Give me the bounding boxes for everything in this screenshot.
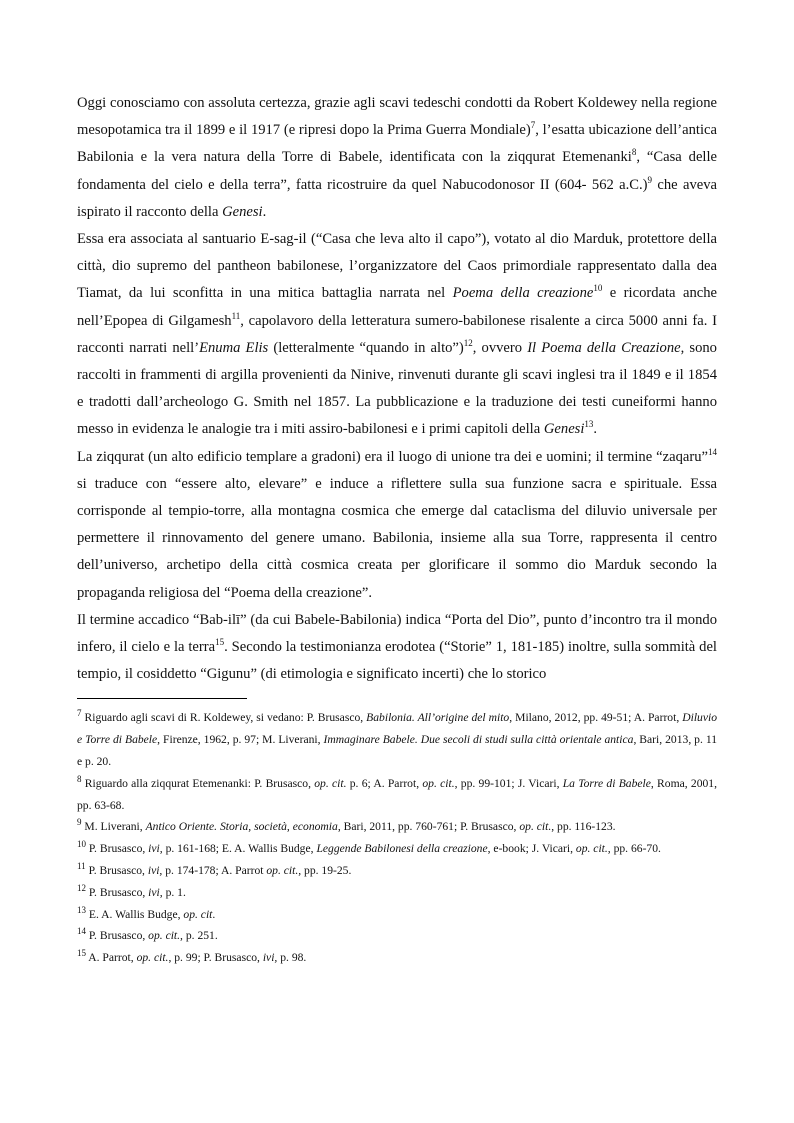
italic-title: Enuma Elis [199, 339, 269, 356]
paragraph-1 [77, 90, 717, 226]
text-run: Oggi conosciamo con assoluta certezza, grazie agli scavi tedeschi condotti da Robert Koldewey nella regione mesopotamica tra il 1899 e il 1917 (e ripresi dopo la Prima Guerra Mondiale) [77, 95, 717, 139]
text-run: p. 251. [182, 929, 218, 943]
paragraph-2 [77, 226, 717, 444]
text-run: . [262, 203, 267, 220]
text-run: che aveva ispirato il racconto della [77, 176, 718, 220]
text-run: E. A. Wallis Budge, [86, 907, 184, 921]
italic-title: op. cit., [266, 864, 302, 878]
italic-title: op. cit., [575, 842, 611, 856]
italic-title: op. cit., [148, 929, 183, 943]
footnotes [77, 707, 717, 969]
text-run: pp. 19-25. [301, 864, 352, 878]
text-run: Riguardo agli scavi di R. Koldewey, si vedano: P. Brusasco, [81, 711, 367, 725]
text-run: . Secondo la testimonianza erodotea (“Storie” 1, 181-185) inoltre, sulla sommità del tempio, il cosiddetto “Gigunu” (di etimologia e significato incerti) che lo storico [77, 639, 717, 683]
italic-title: La Torre di Babele [562, 776, 651, 790]
footnote-9 [77, 816, 717, 838]
italic-title: ivi, [262, 951, 278, 965]
italic-title: Immaginare Babele. Due secoli di studi sulla città orientale antica [323, 733, 634, 747]
footnote-number: 14 [77, 926, 86, 937]
text-run: , sono raccolti in frammenti di argilla provenienti da Ninive, rinvenuti durante gli scavi inglesi tra il 1849 e il 1854 e tradotti dall’archeologo G. Smith nel 1857. La pubblicazione e la traduzione dei testi cuneiformi hanno messo in evidenza le analogie tra i miti assiro-babilonesi e i primi capitoli della [77, 339, 717, 438]
footnote-number: 7 [77, 708, 82, 719]
footnote-number: 10 [77, 839, 86, 850]
italic-title: op. cit [183, 907, 213, 921]
text-run: , pp. 116-123. [551, 820, 616, 834]
text-run: p. 98. [277, 951, 307, 965]
footnote-13 [77, 904, 717, 926]
main-text [77, 90, 717, 688]
text-run: p. 161-168; E. A. Wallis Budge, [162, 842, 317, 856]
footnote-number: 11 [77, 861, 86, 872]
text-run: P. Brusasco, [86, 842, 149, 856]
text-run: P. Brusasco, [86, 929, 149, 943]
text-run: A. Parrot, [86, 951, 137, 965]
text-run: , pp. 99-101; J. Vicari, [454, 776, 563, 790]
text-run: pp. 66-70. [610, 842, 661, 856]
text-run: , Bari, 2013, p. 11 e p. 20. [77, 733, 718, 769]
italic-title: op. cit. [422, 776, 455, 790]
italic-title: Poema della creazione [452, 285, 594, 302]
text-run: p. 1. [162, 885, 186, 899]
footnote-14 [77, 925, 717, 947]
italic-title: Diluvio e Torre di Babele [77, 711, 717, 747]
italic-title: Genesi [222, 203, 263, 220]
text-run: Il termine accadico “Bab-ilī” (da cui Babele-Babilonia) indica “Porta del Dio”, punto d’incontro tra il mondo infero, il cielo e la terra [77, 611, 717, 656]
footnote-separator [77, 698, 247, 699]
footnote-ref: 10 [593, 283, 603, 294]
italic-title: ivi, [148, 885, 163, 899]
text-run: , Roma, 2001, pp. 63-68. [77, 776, 717, 812]
footnote-15 [77, 947, 717, 969]
text-run: P. Brusasco, [86, 885, 149, 899]
footnote-ref: 8 [631, 147, 637, 158]
text-run: , l’esatta ubicazione dell’antica Babilonia e la vera natura della Torre di Babele, identificata con la ziqqurat Etemenanki [77, 122, 717, 166]
footnote-7 [77, 707, 717, 772]
text-run: , p. 99; P. Brusasco, [168, 951, 263, 965]
italic-title: ivi, [148, 842, 163, 856]
italic-title: ivi, [147, 864, 163, 878]
text-run: , Milano, 2012, pp. 49-51; A. Parrot, [509, 711, 683, 725]
italic-title: Babilonia. All’origine del mito [366, 711, 510, 725]
text-run: p. 6; A. Parrot, [346, 776, 423, 790]
footnote-number: 9 [77, 817, 82, 828]
text-run: . [212, 907, 216, 921]
italic-title: op. cit. [519, 820, 552, 834]
text-run: si traduce con “essere alto, elevare” e induce a riflettere sulla sua funzione sacra e spirituale. Essa corrisponde al tempio-torre, alla montagna cosmica che emerge dal cataclisma del diluvio universale per permettere il rinnovamento del genere umano. Babilonia, insieme alla sua Torre, rappresenta il centro dell’universo, archetipo della città cosmica creata per glorificare il sommo dio Marduk secondo la propaganda religiosa del “Poema della creazione”. [77, 475, 717, 601]
text-run: P. Brusasco, [85, 864, 148, 878]
italic-title: Leggende Babilonesi della creazione [316, 842, 488, 856]
text-run: (letteralmente “quando in alto”) [268, 339, 464, 356]
footnote-ref: 13 [584, 419, 594, 430]
footnote-ref: 14 [708, 446, 717, 457]
footnote-ref: 7 [530, 120, 536, 131]
italic-title: op. cit. [136, 951, 169, 965]
text-run: M. Liverani, [81, 820, 146, 834]
text-run: , Firenze, 1962, p. 97; M. Liverani, [157, 733, 324, 747]
footnote-ref: 11 [231, 310, 241, 321]
text-run: , e-book; J. Vicari, [487, 842, 576, 856]
text-run: . [593, 421, 598, 438]
footnote-number: 12 [77, 882, 86, 893]
text-run: , ovvero [472, 339, 528, 356]
paragraph-3 [77, 444, 717, 607]
footnote-11 [77, 860, 717, 882]
text-run: Riguardo alla ziqqurat Etemenanki: P. Brusasco, [81, 776, 315, 790]
footnote-10 [77, 838, 717, 860]
footnote-12 [77, 882, 717, 904]
text-run: , “Casa delle fondamenta del cielo e della terra”, fatta ricostruire da quel Nabucodonosor II (604- 562 a.C.) [77, 149, 718, 193]
footnote-ref: 15 [215, 637, 225, 648]
footnote-ref: 12 [463, 337, 473, 348]
text-run: Essa era associata al santuario E-sag-il (“Casa che leva alto il capo”), votato al dio Marduk, protettore della città, dio supremo del pantheon babilonese, l’organizzatore del Caos primordiale rappresentato dalla dea Tiamat, da lui sconfitta in una mitica battaglia narrata nel [77, 231, 717, 302]
italic-title: Genesi [543, 421, 585, 438]
text-run: , Bari, 2011, pp. 760-761; P. Brusasco, [337, 820, 520, 834]
footnote-number: 13 [77, 904, 86, 915]
text-run: , capolavoro della letteratura sumero-babilonese risalente a circa 5000 anni fa. I racconti narrati nell’ [77, 312, 717, 356]
paragraph-4 [77, 607, 717, 689]
italic-title: op. cit. [314, 776, 347, 790]
italic-title: Il Poema della Creazione [527, 339, 681, 356]
text-run: La ziqqurat (un alto edificio templare a gradoni) era il luogo di unione tra dei e uomini; il termine “zaqaru” [77, 448, 708, 465]
italic-title: Antico Oriente. Storia, società, economia [145, 820, 338, 834]
text-run: e ricordata anche nell’Epopea di Gilgamesh [77, 285, 717, 329]
footnote-number: 15 [77, 948, 86, 959]
footnote-number: 8 [77, 774, 82, 784]
footnote-8 [77, 773, 717, 817]
text-run: p. 174-178; A. Parrot [162, 864, 267, 878]
document-page [77, 90, 717, 969]
footnote-ref: 9 [647, 174, 653, 185]
